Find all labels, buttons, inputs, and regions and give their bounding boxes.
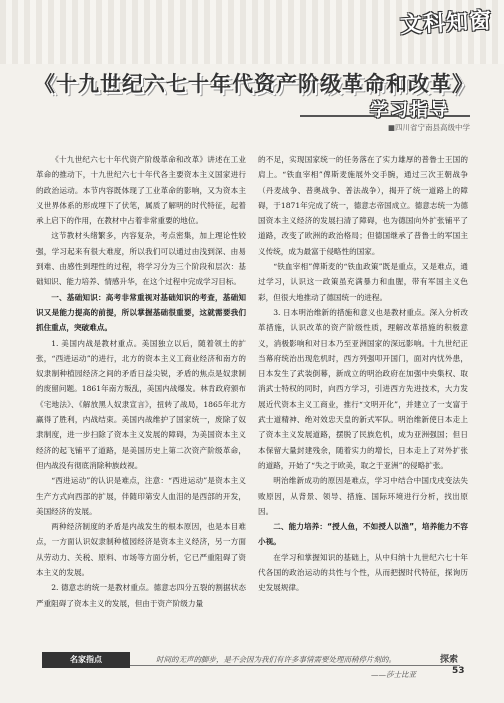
section-tag: 文科知窗 (399, 8, 493, 39)
paragraph: 《十九世纪六七十年代资产阶级革命和改革》讲述在工业革命的推动下，十九世纪六七十年代各主要资本主义国家进行的政治运动。本节内容既体现了工业革命的影响，又为资本主义世界体系的形成埋下了伏笔，属质了解明的时代特征，起着承上启下的作用，在教材中占着非常重要的地位。 (36, 155, 246, 226)
section-heading: 一、基础知识：高考非常重视对基础知识的考查，基础知识又是能力提高的前提，所以掌握基础很重要，这就需要我们抓住重点，突破难点。 (36, 292, 246, 333)
author-line: ■四川省宁南县高级中学 (387, 123, 470, 132)
article-title: 《十九世纪六七十年代资产阶级革命和改革》 (34, 72, 474, 96)
paragraph: 这节教材头绪繁多，内容复杂，考点密集，加上理论性较强，学习起来有很大难度，所以我们可以通过由浅到深、由易到难、由感性到理性的过程，将学习分为三个阶段和层次：基础知识、能力培养、情感升华，在这个过程中完成学习目标。 (36, 231, 246, 287)
publication-name: 探索 (440, 655, 459, 665)
paragraph: 3. 日本明治维新的措施和意义也是教材重点。深入分析改革措施，认识改革的资产阶级性质，理解改革措施的积极意义，消极影响和对日本乃至亚洲国家的深远影响。十九世纪正当幕府统治出现危机时，西方列强叩开国门，面对内忧外患，日本发生了武装倒幕，新成立的明治政府在加强中央集权、取消武士特权的同时，向西方学习，引进西方先进技术，大力发展近代资本主义工商业，推行“文明开化”，并建立了一支富于武士道精神、绝对效忠天皇的新式军队。明治维新使日本走上了资本主义发展道路，摆脱了民族危机，成为亚洲强国；但日本保留大量封建残余，随着实力的增长，日本走上了对外扩张的道路，开始了“失之于欧美，取之于亚洲”的侵略扩张。 (258, 307, 468, 470)
footer-quote (156, 652, 416, 682)
paragraph: 1. 美国内战是教材重点。美国独立以后，随着领土的扩张，“西进运动”的进行，北方的资本主义工商业经济和南方的奴隶制种植园经济之间的矛盾日益尖锐，矛盾的焦点是奴隶制的废留问题。1861年南方叛乱，美国内战爆发。林肯政府颁布《宅地法》、《解放黑人奴隶宣言》，扭转了战局，1865年北方赢得了胜利，内战结束。美国内战维护了国家统一，废除了奴隶制度，进一步扫除了资本主义发展的障碍，为美国资本主义经济的起飞铺平了道路，是美国历史上第二次资产阶级革命，但内战没有彻底消除种族歧视。 (36, 338, 246, 470)
paragraph: 明治维新成功的原因是难点，学习中结合中国戊戌变法失败原因，从背景、领导、措施、国际环境进行分析，找出原因。 (258, 476, 468, 516)
footer-column-tag: 名家指点 (42, 652, 130, 668)
right-column (258, 152, 468, 596)
paragraph: 两种经济制度的矛盾是内战发生的根本原因，也是本目难点，一方面认识奴隶制种植园经济是资本主义经济，另一方面从劳动力、关税、原料、市场等方面分析，它已严重阻碍了资本主义的发展。 (36, 522, 246, 578)
paragraph: “西进运动”的认识是难点，注意：“西进运动”是资本主义生产方式向西部的扩展，伴随印第安人血泪的是西部的开发，美国经济的发展。 (36, 476, 246, 516)
paragraph: 的不足，实现国家统一的任务落在了实力雄厚的普鲁士王国的肩上。“铁血宰相”俾斯麦施展外交手腕，通过三次王朝战争（丹麦战争、普奥战争、普法战争），揭开了统一道路上的障碍，于1871年完成了统一，德意志帝国成立。德意志统一为德国资本主义经济的发展扫清了障碍，也为德国向外扩张铺平了道路，改变了欧洲的政治格局；但德国继承了普鲁士的军国主义传统，成为最富于侵略性的国家。 (258, 155, 468, 256)
paragraph: 2. 德意志的统一是教材重点。德意志四分五裂的割据状态严重阻碍了资本主义的发展，但由于资产阶级力量 (36, 583, 246, 608)
paragraph: “铁血宰相”俾斯麦的“铁血政策”既是重点，又是难点，通过学习，认识这一政策虽充满暴力和血腥，带有军国主义色彩，但很大地推动了德国统一的进程。 (258, 262, 468, 302)
section-heading: 二、能力培养：“授人鱼，不如授人以渔”，培养能力不容小视。 (258, 522, 468, 547)
quote-author: ——莎士比亚 (371, 670, 416, 679)
paragraph: 在学习和掌握知识的基础上，从中归纳十九世纪六七十年代各国的政治运动的共性与个性，从而把握时代特征，探询历史发展规律。 (258, 552, 468, 593)
left-column (36, 152, 246, 611)
quote-text: 时间的无声的脚步，是不会因为我们有许多事情需要处理而稍停片刻的。 (156, 655, 396, 664)
page-number: 53 (452, 666, 465, 676)
article-subtitle: 学习指导 (370, 100, 450, 121)
